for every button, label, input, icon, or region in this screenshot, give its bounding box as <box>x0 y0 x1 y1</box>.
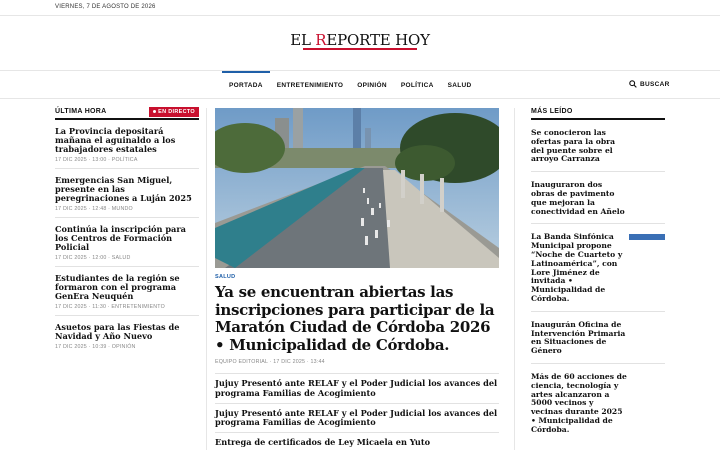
most-read-item[interactable] <box>531 172 665 224</box>
current-date: VIERNES, 7 DE AGOSTO DE 2026 <box>55 4 156 10</box>
live-dot-icon <box>153 110 156 113</box>
marathon-photo <box>215 108 499 268</box>
most-read-column <box>531 108 665 442</box>
news-meta: 17 DIC 2025 · 12:48 · MUNDO <box>55 206 133 212</box>
article-headline[interactable]: Ya se encuentran abiertas las inscripciones para participar de la Maratón Ciudad de Córdoba 2026 • Municipalidad de Córdoba. <box>215 283 495 354</box>
news-meta: 17 DIC 2025 · 13:00 · POLÍTICA <box>55 157 138 163</box>
most-read-title-text[interactable]: La Banda Sinfónica Municipal propone “Noche de Cuarteto y Latinoamérica”, con Lore Jiménez de invitada • Municipalidad de Córdoba. <box>531 232 623 303</box>
live-label: EN DIRECTO <box>158 108 195 115</box>
news-item[interactable] <box>55 120 199 169</box>
main-nav <box>0 70 720 99</box>
column-divider <box>514 108 515 450</box>
latest-news-column <box>55 108 199 355</box>
latest-news-header <box>55 108 199 120</box>
most-read-title-text[interactable]: Inaugurán Oficina de Intervención Primaria en Situaciones de Género <box>531 319 626 356</box>
news-item[interactable] <box>55 169 199 218</box>
featured-image[interactable] <box>215 108 499 268</box>
search-button[interactable] <box>629 80 670 88</box>
top-bar <box>0 0 720 16</box>
article-byline: EQUIPO EDITORIAL · 17 DIC 2025 · 13:44 <box>215 359 499 374</box>
most-read-title-text[interactable]: Se conocieron las ofertas para la obra del puente sobre el arroyo Carranza <box>531 128 616 164</box>
column-divider <box>206 108 207 450</box>
most-read-item[interactable] <box>531 120 665 172</box>
most-read-item[interactable] <box>531 224 665 311</box>
article-category[interactable]: SALUD <box>215 274 236 280</box>
most-read-item[interactable] <box>531 364 665 442</box>
news-meta: 17 DIC 2025 · 11:30 · ENTRETENIMIENTO <box>55 304 165 310</box>
news-meta: 17 DIC 2025 · 10:39 · OPINIÓN <box>55 344 136 350</box>
logo-text-2: EPORTE HOY <box>326 31 430 49</box>
most-read-thumbnail[interactable] <box>629 234 665 240</box>
most-read-title-text[interactable]: Más de 60 acciones de ciencia, tecnología y artes alcanzaron a 5000 vecinos y vecinas durante 2025 • Municipalidad de Córdoba. <box>531 371 627 434</box>
related-article[interactable]: Entrega de certificados de Ley Micaela en Yuto <box>215 433 499 450</box>
latest-news-title: ÚLTIMA HORA <box>55 108 107 115</box>
live-badge[interactable] <box>149 107 199 117</box>
news-title[interactable]: Asuetos para las Fiestas de Navidad y Año Nuevo <box>55 322 180 341</box>
news-item[interactable] <box>55 218 199 267</box>
featured-article <box>215 108 499 450</box>
logo-text-red: R <box>315 31 327 49</box>
news-title[interactable]: Estudiantes de la región se formaron con el programa GenEra Neuquén <box>55 273 180 301</box>
news-title[interactable]: La Provincia depositará mañana el aguinaldo a los trabajadores estatales <box>55 126 176 154</box>
most-read-item[interactable] <box>531 312 665 364</box>
news-item[interactable] <box>55 267 199 316</box>
news-title[interactable]: Emergencias San Miguel, presente en las peregrinaciones a Luján 2025 <box>55 175 192 203</box>
news-item[interactable] <box>55 316 199 355</box>
related-article[interactable]: Jujuy Presentó ante RELAF y el Poder Judicial los avances del programa Familias de Acogimiento <box>215 404 499 433</box>
logo-text-1: EL <box>290 31 316 49</box>
most-read-title: MÁS LEÍDO <box>531 108 573 115</box>
related-article[interactable]: Jujuy Presentó ante RELAF y el Poder Judicial los avances del programa Familias de Acogimiento <box>215 374 499 403</box>
news-title[interactable]: Continúa la inscripción para los Centros de Formación Policial <box>55 224 186 252</box>
nav-item-politica[interactable]: POLÍTICA <box>400 82 434 89</box>
logo-underline <box>303 32 417 50</box>
search-icon <box>629 80 637 88</box>
nav-item-opinion[interactable]: OPINIÓN <box>357 82 387 89</box>
search-label: BUSCAR <box>640 80 670 88</box>
nav-item-salud[interactable]: SALUD <box>447 82 472 89</box>
news-meta: 17 DIC 2025 · 12:00 · SALUD <box>55 255 131 261</box>
nav-item-portada[interactable]: PORTADA <box>222 71 270 99</box>
nav-item-entretenimiento[interactable]: ENTRETENIMIENTO <box>276 82 344 89</box>
most-read-header <box>531 108 665 120</box>
most-read-title-text[interactable]: Inauguraron dos obras de pavimento que mejoran la conectividad en Añelo <box>531 180 625 216</box>
